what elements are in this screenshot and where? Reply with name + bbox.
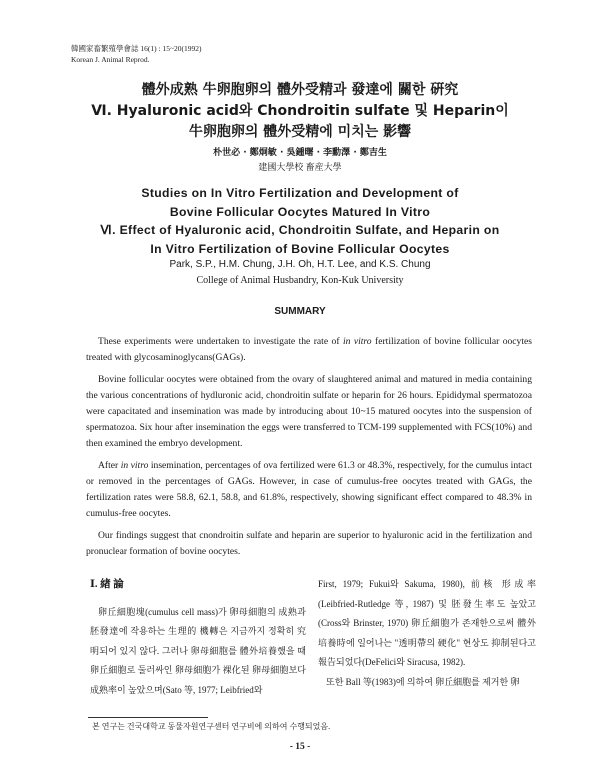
introduction-left-body: 卵丘細胞塊(cumulus cell mass)가 卵母細胞의 成熟과 胚發達에 작용하는 生理的 機轉은 지금까지 정확히 究明되어 있지 않다. 그러나 卵母細胞를 體外培養했을 때 卵丘細胞로 둘러싸인 卵母細胞가 裸化된 卵母細胞보다 成熟率이 높았으며(Sato 等, 1977; Leibfried와 (90, 606, 306, 695)
journal-name: Korean J. Animal Reprod. (71, 55, 150, 64)
journal-citation: 韓國家畜繁殖學會誌 16(1) : 15~20(1992) (71, 44, 202, 53)
english-title-line-2: Bovine Follicular Oocytes Matured In Vitro (169, 204, 431, 219)
english-title-line-1 (60, 184, 540, 203)
korean-title-line-3: 牛卵胞卵의 體外受精에 미치는 影響 (188, 124, 412, 140)
introduction-right-paragraph-2: 또한 Ball 等(1983)에 의하여 卵丘細胞를 제거한 卵 (326, 676, 520, 687)
introduction-right-column (318, 575, 536, 692)
english-title-line-4: In Vitro Fertilization of Bovine Follicular Oocytes (150, 241, 450, 256)
korean-affiliation: 建國大學校 畜産大學 (258, 162, 342, 172)
english-title-line-3: Ⅵ. Effect of Hyaluronic acid, Chondroitin Sulfate, and Heparin on (100, 223, 500, 237)
abstract-paragraph-1 (86, 334, 532, 366)
abstract-p1-italic: in vitro (342, 336, 372, 347)
footnote-divider (88, 717, 208, 718)
summary-heading: SUMMARY (274, 306, 326, 317)
korean-title (60, 80, 540, 143)
korean-title-line-1: 體外成熟 牛卵胞卵의 體外受精과 發達에 關한 硏究 (141, 82, 459, 98)
abstract-p3-text-b: insemination, percentages of ova fertilized were 61.3 or 48.3%, respectively, for the cumulus intact or removed in the percentages of GAGs. However, in case of cumulus-free oocytes treated with GAGs, the fertilization rates were 58.8, 62.1, 58.8, and 61.8%, respectively, showing significant effect compared to 48.3% in cumulus-free oocytes. (86, 460, 532, 519)
english-affiliation: College of Animal Husbandry, Kon-Kuk University (196, 275, 404, 286)
abstract-p1-text-a: These experiments were undertaken to investigate the rate of (98, 336, 343, 347)
introduction-right-paragraph-1: First, 1979; Fukui와 Sakuma, 1980), 前核 形成率(Leibfried-Rutledge 等, 1987) 및 胚發生率도 높았고(Cross와 Brinster, 1970) 卵丘細胞가 존재한으로써 體外培養時에 일어나는 "透明帶의 硬化" 현상도 抑制된다고 報告되었다(DeFelici와 Siracusa, 1982). (318, 579, 536, 667)
english-title (60, 184, 540, 258)
page-number: - 15 - (289, 742, 311, 752)
abstract-p3-text-a: After (98, 460, 121, 471)
abstract-p4-text: Our findings suggest that cnondroitin sulfate and heparin are superior to hyaluronic acid in the fertilization and pronuclear formation of bovine oocytes. (86, 530, 532, 557)
korean-title-line-2: Ⅵ. Hyaluronic acid와 Chondroitin sulfate 및 Heparin이 (91, 103, 509, 119)
introduction-left-column (90, 575, 306, 700)
summary-abstract (86, 334, 532, 566)
abstract-paragraph-4 (86, 528, 532, 560)
abstract-paragraph-2 (86, 372, 532, 452)
english-authors: Park, S.P., H.M. Chung, J.H. Oh, H.T. Lee, and K.S. Chung (169, 259, 431, 270)
abstract-p2-text: Bovine follicular oocytes were obtained from the ovary of slaughtered animal and matured in media containing the various concentrations of hydluronic acid, chondroitin sulfate or heparin for 26 hours. Epididymal spermatozoa were capacitated and insemination was made by introducing about 10~15 matured oocytes into the suspension of spermatozoa. Six hour after insemination the eggs were transferred to TCM-199 supplemented with FCS(10%) and then examined the embryo development. (86, 374, 532, 449)
journal-header (71, 43, 202, 65)
abstract-p1-text-b: fertilization of bovine follicular oocytes treated with glycosaminoglycans(GAGs). (86, 336, 533, 363)
abstract-p3-italic: in vitro (120, 460, 149, 471)
introduction-heading: Ⅰ. 緖 論 (90, 579, 124, 590)
footnote: 본 연구는 건국대학교 동물자원연구센터 연구비에 의하여 수행되었음. (92, 722, 331, 731)
abstract-paragraph-3 (86, 458, 532, 522)
korean-authors: 朴世必 · 鄭炯敏 · 吳鍾曙 · 李勳澤 · 鄭吉生 (213, 148, 387, 158)
english-title-line-1-text: Studies on In Vitro Fertilization and Development of (141, 186, 459, 200)
